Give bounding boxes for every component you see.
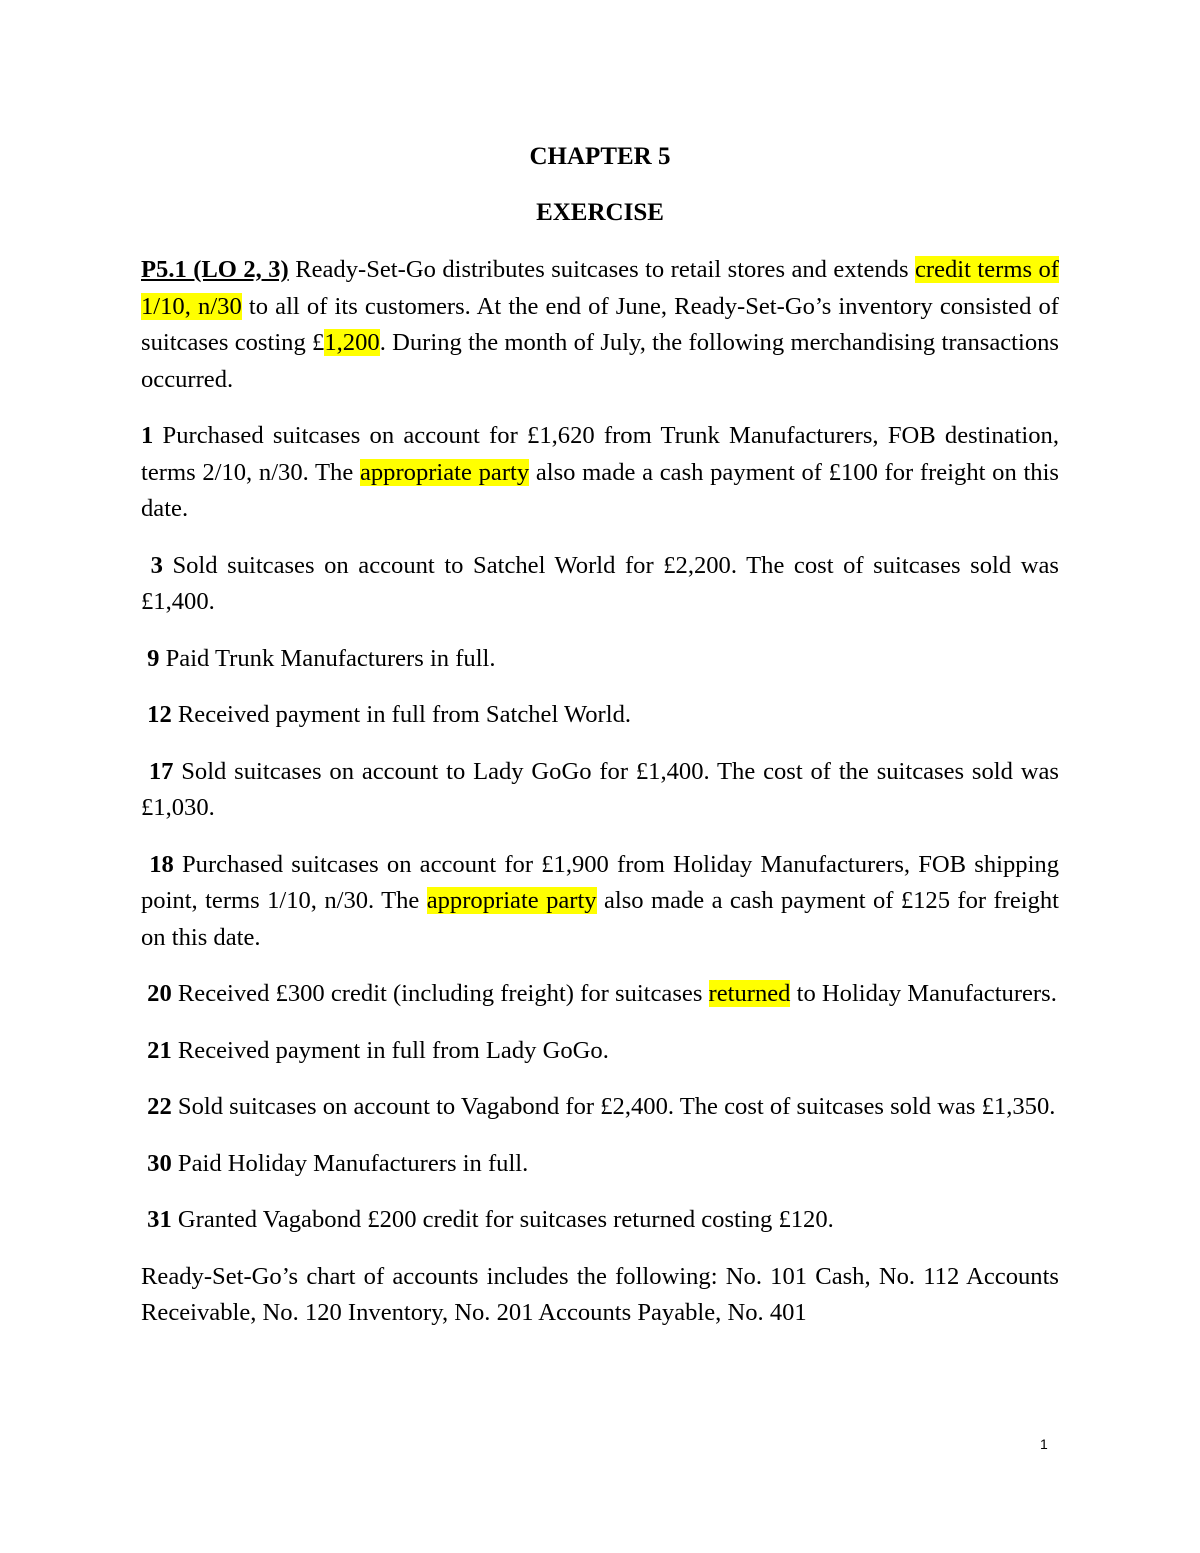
transaction-text: Paid Trunk Manufacturers in full. — [159, 644, 496, 672]
highlight-returned: returned — [708, 980, 791, 1007]
transaction-text: Sold suitcases on account to Lady GoGo for £1,400. The cost of the suitcases sold was £1,030. — [141, 757, 1059, 821]
transaction-day: 21 — [147, 1036, 172, 1064]
transaction-day: 1 — [141, 422, 154, 449]
highlight-credit-terms: credit terms of 1/10, n/30 — [141, 256, 1059, 320]
intro-text-1: Ready-Set-Go distributes suitcases to retail stores and extends — [288, 256, 915, 283]
transaction-day: 3 — [150, 551, 163, 579]
transaction-item — [141, 1146, 1059, 1183]
problem-label: P5.1 (LO 2, 3) — [141, 256, 289, 283]
intro-paragraph — [141, 252, 1059, 398]
transaction-text: Paid Holiday Manufacturers in full. — [171, 1149, 529, 1177]
transaction-day: 30 — [147, 1149, 172, 1177]
intro-text-2: to all of its customers. At the end of June, Ready-Set-Go’s inventory consisted of suitcases costing £ — [141, 292, 1059, 356]
chapter-heading: CHAPTER 5 — [529, 143, 671, 170]
intro-text-3: . During the month of July, the following merchandising transactions occurred. — [141, 329, 1059, 393]
transaction-item — [141, 641, 1059, 678]
transaction-text: Received payment in full from Satchel World. — [171, 701, 632, 728]
transaction-text: Sold suitcases on account to Vagabond for £2,400. The cost of suitcases sold was £1,350. — [171, 1093, 1056, 1120]
exercise-heading: EXERCISE — [536, 199, 664, 226]
closing-paragraph: Ready-Set-Go’s chart of accounts includes the following: No. 101 Cash, No. 112 Accounts Receivable, No. 120 Inventory, No. 201 Accounts Payable, No. 401 — [141, 1262, 1059, 1326]
transaction-item — [141, 1202, 1059, 1239]
transaction-item — [141, 976, 1059, 1013]
transaction-day: 31 — [147, 1206, 172, 1233]
transaction-text: Purchased suitcases on account for £1,620 from Trunk Manufacturers, FOB destination, terms 2/10, n/30. The — [141, 422, 1059, 486]
transaction-item — [141, 548, 1059, 621]
transaction-day: 9 — [147, 644, 160, 672]
transaction-item — [141, 418, 1059, 528]
transaction-text: Sold suitcases on account to Satchel World for £2,200. The cost of suitcases sold was £1,400. — [141, 551, 1059, 615]
highlight-appropriate-party: appropriate party — [426, 887, 597, 914]
transaction-text: to Holiday Manufacturers. — [790, 980, 1057, 1007]
transaction-item — [141, 1033, 1059, 1070]
transaction-day: 12 — [147, 701, 172, 728]
transaction-text: also made a cash payment of £100 for freight on this date. — [141, 458, 1059, 522]
page-number: 1 — [1040, 1436, 1048, 1452]
transaction-text: Purchased suitcases on account for £1,900 from Holiday Manufacturers, FOB shipping point, terms 1/10, n/30. The — [141, 850, 1059, 914]
transaction-day: 20 — [147, 980, 172, 1007]
transaction-item — [141, 697, 1059, 734]
transaction-day: 22 — [147, 1093, 172, 1120]
transaction-text: Received £300 credit (including freight) for suitcases — [171, 980, 709, 1007]
transaction-text: Granted Vagabond £200 credit for suitcases returned costing £120. — [171, 1206, 834, 1233]
transaction-text: also made a cash payment of £125 for freight on this date. — [141, 887, 1059, 951]
transaction-day: 18 — [149, 850, 174, 878]
transaction-text: Received payment in full from Lady GoGo. — [171, 1036, 609, 1064]
highlight-inventory-amount: 1,200 — [324, 329, 380, 356]
document-body — [141, 252, 1059, 1332]
transaction-item — [141, 1089, 1059, 1126]
highlight-appropriate-party: appropriate party — [359, 458, 530, 486]
transaction-item — [141, 847, 1059, 957]
transaction-day: 17 — [148, 757, 174, 785]
transaction-item — [141, 754, 1059, 827]
